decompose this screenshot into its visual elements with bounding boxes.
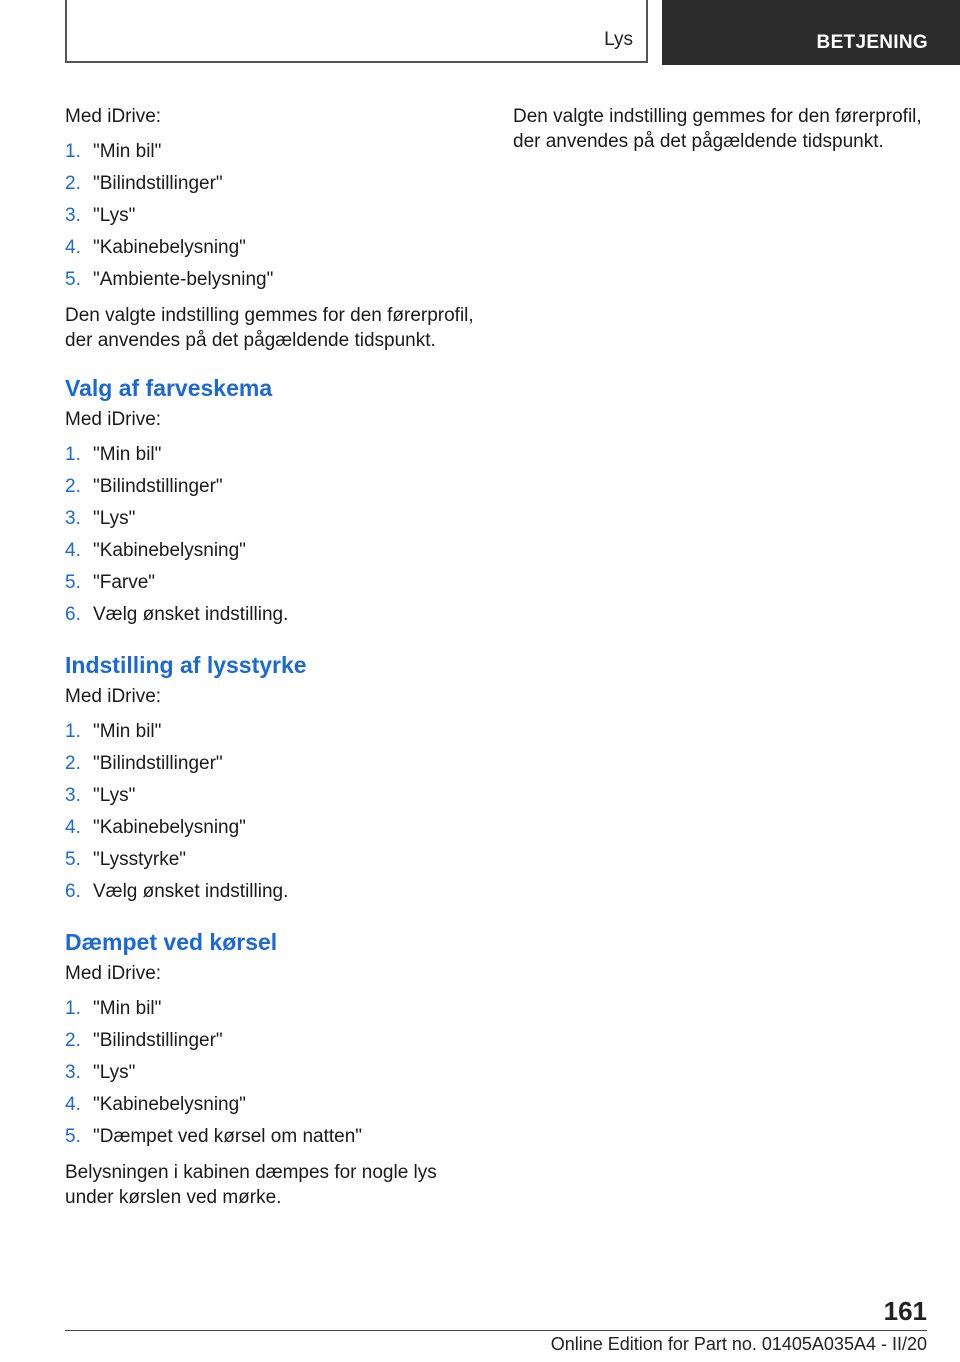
section-heading: Dæmpet ved kørsel	[65, 929, 278, 955]
paragraph: Den valgte indstilling gemmes for den førerprofil, der anvendes på det pågældende tidspunkt.	[513, 106, 922, 152]
list-item: 1. "Min bil"	[65, 720, 162, 742]
list-item-text: Vælg ønsket indstilling.	[93, 880, 289, 902]
list-item: 6. Vælg ønsket indstilling.	[65, 880, 289, 902]
list-item-text: "Bilindstillinger"	[93, 475, 223, 497]
section-title: BETJENING	[816, 32, 928, 53]
list-item-text: "Min bil"	[93, 443, 162, 465]
section-heading: Valg af farveskema	[65, 375, 273, 401]
list-item-text: "Bilindstillinger"	[93, 752, 223, 774]
left-column	[65, 104, 485, 1218]
list-item-text: "Ambiente-belysning"	[93, 268, 274, 290]
list-item: 4. "Kabinebelysning"	[65, 816, 246, 838]
list-item-text: "Min bil"	[93, 997, 162, 1019]
list-item: 4. "Kabinebelysning"	[65, 539, 246, 561]
intro-text: Med iDrive:	[65, 106, 162, 127]
list-item-text: "Bilindstillinger"	[93, 1029, 223, 1051]
list-item: 3. "Lys"	[65, 1061, 136, 1083]
list-item-text: "Min bil"	[93, 720, 162, 742]
list-item: 1. "Min bil"	[65, 997, 162, 1019]
list-item: 4. "Kabinebelysning"	[65, 236, 246, 258]
list-item: 3. "Lys"	[65, 204, 136, 226]
paragraph: Belysningen i kabinen dæmpes for nogle lys under kørslen ved mørke.	[65, 1162, 437, 1208]
list-item-text: "Lys"	[93, 784, 136, 806]
intro-text: Med iDrive:	[65, 963, 162, 984]
list-item-text: "Kabinebelysning"	[93, 539, 246, 561]
list-item-text: "Lys"	[93, 507, 136, 529]
step-list	[65, 992, 485, 1152]
list-item: 1. "Min bil"	[65, 443, 162, 465]
step-list	[65, 438, 485, 630]
list-item: 4. "Kabinebelysning"	[65, 1093, 246, 1115]
list-item-text: "Farve"	[93, 571, 156, 593]
paragraph: Den valgte indstilling gemmes for den førerprofil, der anvendes på det pågældende tidspunkt.	[65, 305, 474, 351]
list-item: 2. "Bilindstillinger"	[65, 1029, 223, 1051]
list-item: 2. "Bilindstillinger"	[65, 172, 223, 194]
header-section-box	[662, 0, 960, 65]
list-item-text: "Lys"	[93, 204, 136, 226]
list-item: 3. "Lys"	[65, 507, 136, 529]
list-item-text: Vælg ønsket indstilling.	[93, 603, 289, 625]
header-chapter-box	[65, 0, 648, 63]
list-item-text: "Kabinebelysning"	[93, 1093, 246, 1115]
list-item: 6. Vælg ønsket indstilling.	[65, 603, 289, 625]
list-item: 5. "Ambiente-belysning"	[65, 268, 274, 290]
list-item: 2. "Bilindstillinger"	[65, 475, 223, 497]
intro-text: Med iDrive:	[65, 686, 162, 707]
edition-text: Online Edition for Part no. 01405A035A4 - II/20	[550, 1334, 927, 1354]
section-heading: Indstilling af lysstyrke	[65, 652, 307, 678]
list-item-text: "Dæmpet ved kørsel om natten"	[93, 1125, 363, 1147]
list-item-text: "Min bil"	[93, 140, 162, 162]
list-item: 5. "Lysstyrke"	[65, 848, 187, 870]
chapter-title: Lys	[604, 29, 633, 50]
step-list	[65, 715, 485, 907]
list-item: 5. "Farve"	[65, 571, 156, 593]
right-column	[513, 104, 933, 162]
list-item-text: "Lys"	[93, 1061, 136, 1083]
list-item-text: "Kabinebelysning"	[93, 816, 246, 838]
list-item-text: "Lysstyrke"	[93, 848, 187, 870]
list-item: 5. "Dæmpet ved kørsel om natten"	[65, 1125, 363, 1147]
intro-text: Med iDrive:	[65, 409, 162, 430]
list-item: 2. "Bilindstillinger"	[65, 752, 223, 774]
list-item-text: "Bilindstillinger"	[93, 172, 223, 194]
page-number: 161	[883, 1296, 927, 1326]
list-item: 3. "Lys"	[65, 784, 136, 806]
footer-divider	[65, 1330, 927, 1331]
step-list	[65, 135, 485, 295]
list-item-text: "Kabinebelysning"	[93, 236, 246, 258]
list-item: 1. "Min bil"	[65, 140, 162, 162]
